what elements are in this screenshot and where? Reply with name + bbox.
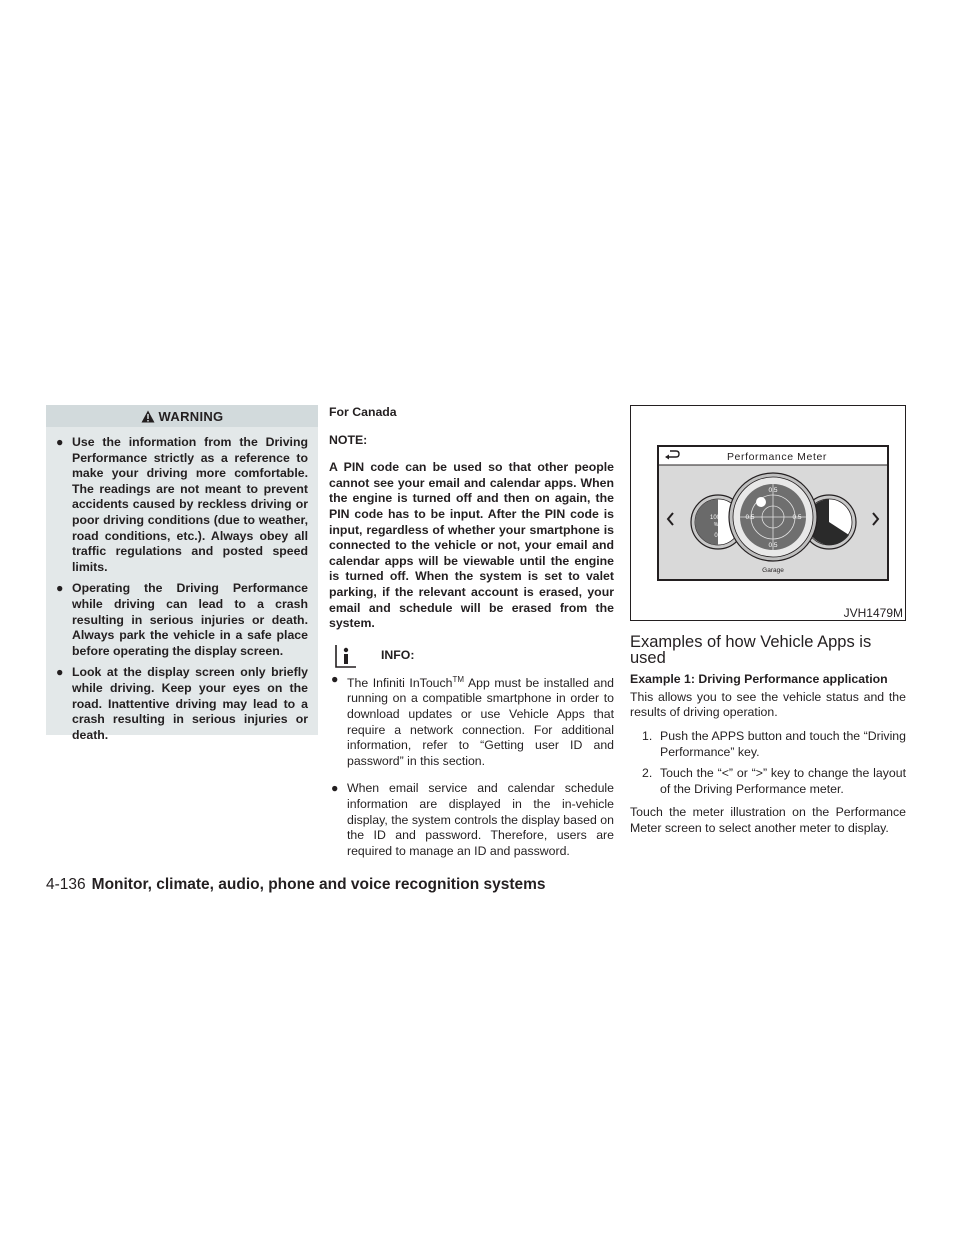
bullet-icon: ● (331, 671, 339, 686)
performance-meter-figure (630, 405, 906, 621)
warning-title: WARNING (158, 408, 224, 424)
meter-illustration (659, 447, 887, 579)
info-label: INFO: (381, 647, 415, 662)
page-footer (46, 876, 546, 894)
middle-column (329, 405, 614, 871)
center-gauge (729, 473, 817, 561)
note-label: NOTE: (329, 432, 368, 447)
page-number: 4-136 (46, 876, 86, 893)
left-gauge-bottom: 0 (714, 533, 718, 539)
warning-item: ● Use the information from the Driving Performance strictly as a reference to make your driving more comfortable. The readings are not meant to prevent accidents caused by reckless driving or poor driving conditions (due to weather, road conditions, etc.). Always obey all traffic regulations and posted speed limits. (56, 435, 308, 574)
info-list (329, 672, 614, 860)
left-gauge-top: 100 (709, 515, 721, 521)
center-bottom-label: 0.5 (768, 542, 778, 549)
warning-icon (141, 410, 155, 423)
display-screen (657, 445, 889, 581)
step-item: 2. Touch the “<” or “>” key to change the layout of the Driving Performance meter. (642, 766, 906, 796)
info-item: ● When email service and calendar schedule information are displayed in the in-vehicle display, the system controls the display based on the ID and password. Therefore, users are required to manage an ID and password. (331, 781, 614, 858)
center-top-label: 0.5 (768, 487, 778, 494)
closing-text: Touch the meter illustration on the Performance Meter screen to select another meter to display. (630, 805, 906, 835)
note-text: A PIN code can be used so that other people cannot see your email and calendar apps. When the engine is turned off and then on again, the PIN code has to be input. After the PIN code is input, regardless of whether your smartphone is connected to the vehicle or not, your email and calendar apps will be viewable until the engine is turned off. When the system is set to valet parking, if the relevant account is erased, your email and schedule will be erased from the system. (329, 460, 614, 631)
warning-item: ● Look at the display screen only briefly while driving. Keep your eyes on the road. Inattentive driving may lead to a crash resulting in serious injuries or death. (56, 665, 308, 742)
screen-title: Performance Meter (726, 451, 828, 463)
intro-text: This allows you to see the vehicle status and the results of driving operation. (630, 689, 906, 720)
info-icon (335, 644, 357, 668)
figure-code: JVH1479M (843, 606, 903, 620)
chapter-title: Monitor, climate, audio, phone and voice recognition systems (91, 876, 546, 893)
center-right-label: 0.5 (792, 514, 802, 521)
warning-box (46, 405, 318, 742)
garage-label: Garage (762, 567, 784, 574)
info-header (329, 644, 614, 668)
bullet-icon: ● (56, 581, 64, 596)
warning-item: ● Operating the Driving Performance while driving can lead to a crash resulting in serious injuries or death. Always park the vehicle in a safe place before operating the display screen. (56, 581, 308, 658)
bullet-icon: ● (56, 435, 64, 449)
right-column (630, 405, 906, 845)
steps-list (630, 729, 906, 797)
center-left-label: 0.5 (745, 514, 755, 521)
section-title: Examples of how Vehicle Apps is used (630, 633, 872, 667)
example-heading: Example 1: Driving Performance application (630, 672, 888, 687)
canada-heading: For Canada (329, 405, 397, 419)
bullet-icon: ● (56, 665, 64, 680)
left-gauge-unit: % (713, 522, 719, 528)
warning-header (46, 405, 318, 427)
warning-list (46, 435, 318, 743)
bullet-icon: ● (331, 781, 339, 796)
step-item: 1. Push the APPS button and touch the “Driving Performance” key. (642, 728, 906, 759)
info-item: ● The Infiniti InTouch™ App must be installed and running on a compatible smartphone in order to download updates or use Vehicle Apps that require a network connection. For additional information, refer to “Getting user ID and password” in this section. (331, 671, 614, 768)
